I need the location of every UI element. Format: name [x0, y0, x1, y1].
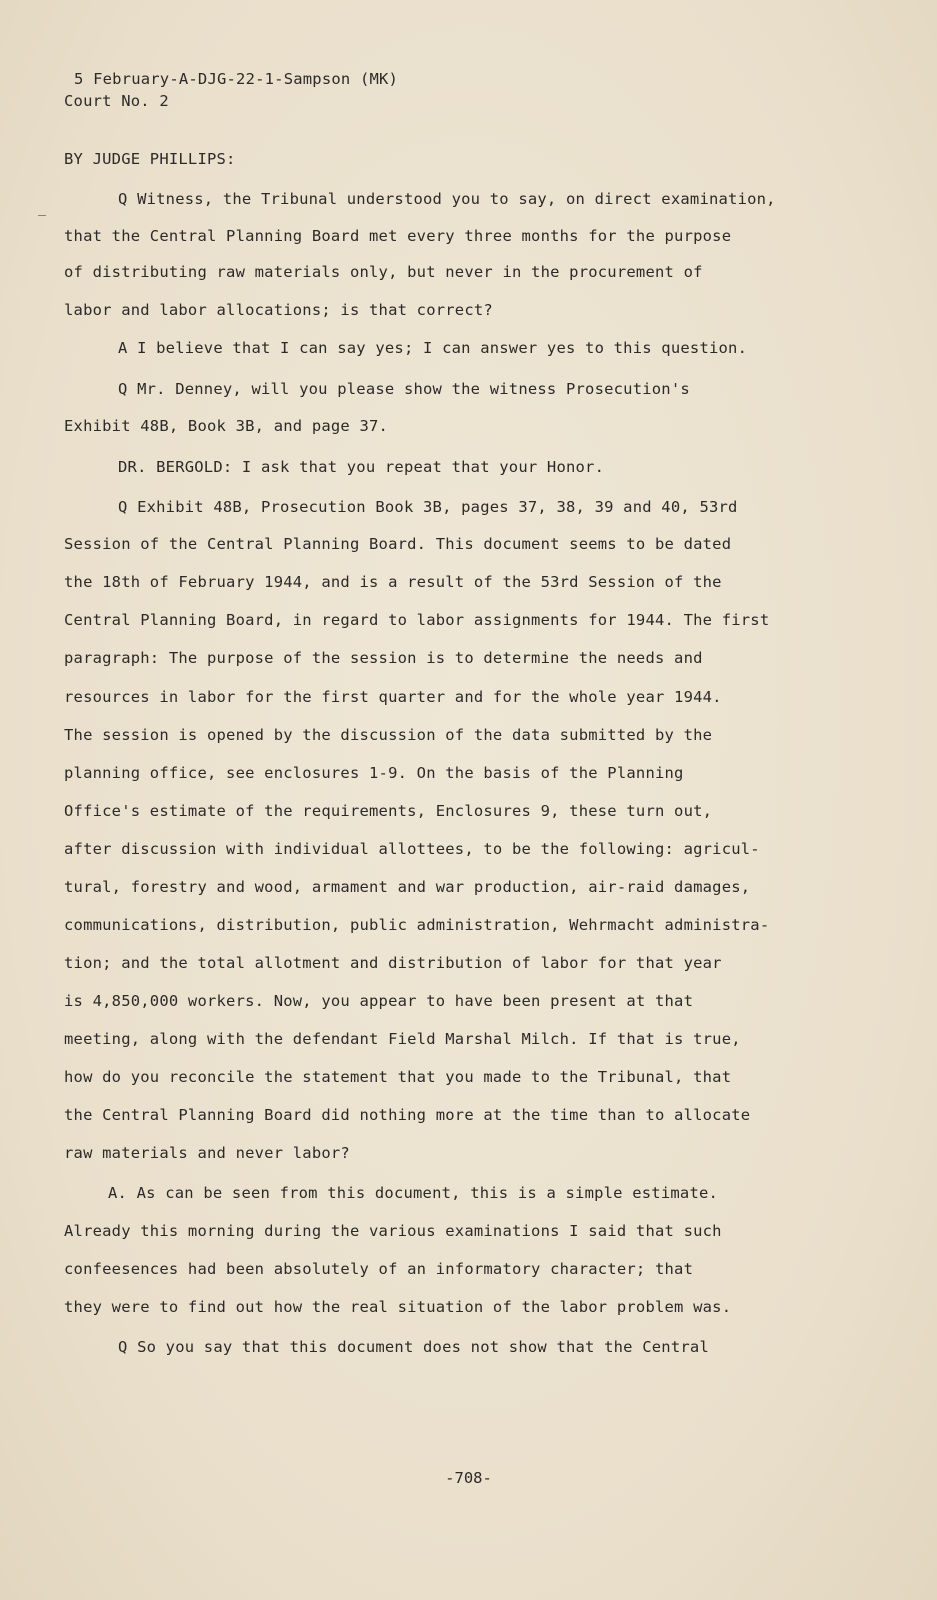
text-line: paragraph: The purpose of the session is to determine the needs and — [64, 649, 703, 667]
text-line: Q Mr. Denney, will you please show the witness Prosecution's — [118, 380, 690, 398]
text-line: Q Exhibit 48B, Prosecution Book 3B, pages 37, 38, 39 and 40, 53rd — [118, 498, 738, 516]
text-line: Office's estimate of the requirements, Enclosures 9, these turn out, — [64, 802, 713, 820]
text-line: raw materials and never labor? — [64, 1144, 350, 1162]
text-line: tion; and the total allotment and distribution of labor for that year — [64, 954, 722, 972]
text-line: meeting, along with the defendant Field Marshal Milch. If that is true, — [64, 1030, 741, 1048]
text-line: A I believe that I can say yes; I can answer yes to this question. — [118, 339, 748, 357]
text-line: A. As can be seen from this document, this is a simple estimate. — [108, 1184, 719, 1202]
text-line: Already this morning during the various examinations I said that such — [64, 1222, 722, 1240]
header-line-1: 5 February-A-DJG-22-1-Sampson (MK) — [74, 70, 399, 88]
text-line: the 18th of February 1944, and is a result of the 53rd Session of the — [64, 573, 722, 591]
text-line: Central Planning Board, in regard to labor assignments for 1944. The first — [64, 611, 770, 629]
text-line: is 4,850,000 workers. Now, you appear to have been present at that — [64, 992, 694, 1010]
text-line: Session of the Central Planning Board. This document seems to be dated — [64, 535, 732, 553]
text-line: communications, distribution, public administration, Wehrmacht administra- — [64, 916, 770, 934]
text-line: Q So you say that this document does not show that the Central — [118, 1338, 709, 1356]
section-heading: BY JUDGE PHILLIPS: — [64, 150, 236, 168]
text-line: planning office, see enclosures 1-9. On the basis of the Planning — [64, 764, 684, 782]
text-line: how do you reconcile the statement that you made to the Tribunal, that — [64, 1068, 732, 1086]
text-line: labor and labor allocations; is that correct? — [64, 301, 493, 319]
page-number: -708- — [445, 1469, 492, 1487]
text-line: resources in labor for the first quarter and for the whole year 1944. — [64, 688, 722, 706]
text-line: after discussion with individual allottees, to be the following: agricul- — [64, 840, 760, 858]
text-line: they were to find out how the real situation of the labor problem was. — [64, 1298, 732, 1316]
text-line: Exhibit 48B, Book 3B, and page 37. — [64, 417, 389, 435]
text-line: DR. BERGOLD: I ask that you repeat that your Honor. — [118, 458, 605, 476]
text-line: of distributing raw materials only, but never in the procurement of — [64, 263, 703, 281]
margin-mark — [38, 215, 46, 216]
text-line: that the Central Planning Board met every three months for the purpose — [64, 227, 732, 245]
header-line-2: Court No. 2 — [64, 92, 169, 110]
text-line: Q Witness, the Tribunal understood you to say, on direct examination, — [118, 190, 776, 208]
text-line: the Central Planning Board did nothing more at the time than to allocate — [64, 1106, 751, 1124]
text-line: tural, forestry and wood, armament and war production, air-raid damages, — [64, 878, 751, 896]
text-line: confeesences had been absolutely of an informatory character; that — [64, 1260, 694, 1278]
text-line: The session is opened by the discussion of the data submitted by the — [64, 726, 713, 744]
